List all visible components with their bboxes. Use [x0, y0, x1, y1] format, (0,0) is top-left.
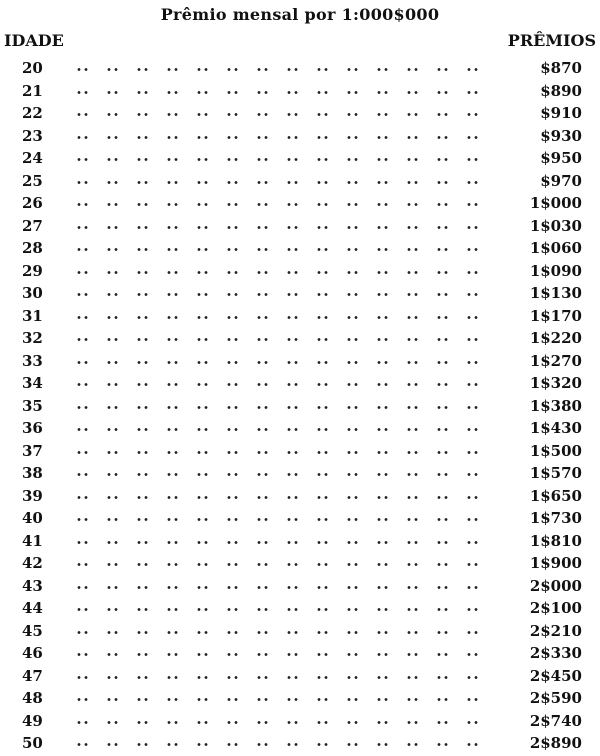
premio-cell: $870: [540, 59, 582, 77]
age-cell: 33: [22, 351, 43, 370]
table-row: [0, 170, 600, 193]
table-row: [0, 507, 600, 530]
dot-leader: [64, 450, 494, 455]
table-row: [0, 350, 600, 373]
table-row: [0, 530, 600, 553]
table-row: [0, 597, 600, 620]
table-row: [0, 305, 600, 328]
premio-cell: 1$500: [529, 441, 582, 460]
dot-leader: [64, 90, 494, 95]
table-row: [0, 192, 600, 215]
age-cell: 45: [22, 621, 43, 640]
dot-leader: [64, 157, 494, 162]
age-cell: 43: [22, 576, 43, 595]
table-row: [0, 552, 600, 575]
age-cell: 49: [22, 711, 43, 730]
age-cell: 26: [22, 194, 43, 212]
table-row: [0, 687, 600, 710]
age-cell: 29: [22, 261, 43, 280]
premio-cell: 1$810: [529, 531, 582, 550]
age-cell: 20: [22, 59, 43, 77]
dot-leader: [64, 382, 494, 387]
table-row: [0, 575, 600, 598]
premio-cell: 1$130: [529, 284, 582, 302]
dot-leader: [64, 202, 494, 207]
table-row: [0, 260, 600, 283]
page-title: Prêmio mensal por 1:000$000: [160, 5, 440, 24]
dot-leader: [64, 630, 494, 635]
dot-leader: [64, 135, 494, 140]
age-cell: 34: [22, 374, 43, 392]
dot-leader: [64, 697, 494, 702]
premio-cell: 1$000: [529, 194, 582, 212]
premio-cell: 1$090: [529, 261, 582, 280]
dot-leader: [64, 472, 494, 477]
table-row: [0, 417, 600, 440]
dot-leader: [64, 585, 494, 590]
table-row: [0, 80, 600, 103]
age-cell: 44: [22, 599, 43, 617]
dot-leader: [64, 337, 494, 342]
table-row: [0, 665, 600, 688]
premio-cell: 1$030: [529, 216, 582, 235]
table-row: [0, 462, 600, 485]
dot-leader: [64, 292, 494, 297]
age-cell: 22: [22, 104, 43, 122]
age-cell: 28: [22, 239, 43, 257]
premio-cell: 2$590: [529, 689, 582, 707]
premium-table: [0, 57, 600, 755]
dot-leader: [64, 517, 494, 522]
dot-leader: [64, 652, 494, 657]
premio-cell: 2$450: [529, 666, 582, 685]
premio-cell: 2$330: [529, 644, 582, 662]
age-cell: 39: [22, 486, 43, 505]
table-row: [0, 327, 600, 350]
age-cell: 41: [22, 531, 43, 550]
premio-cell: 1$380: [529, 396, 582, 415]
dot-leader: [64, 562, 494, 567]
premio-cell: $930: [540, 126, 582, 145]
dot-leader: [64, 180, 494, 185]
premio-cell: 2$740: [529, 711, 582, 730]
age-cell: 37: [22, 441, 43, 460]
age-cell: 24: [22, 149, 43, 167]
premio-cell: $910: [540, 104, 582, 122]
column-header-premios: PRÊMIOS: [507, 31, 596, 50]
dot-leader: [64, 225, 494, 230]
premio-cell: $890: [540, 81, 582, 100]
premio-cell: 2$890: [529, 734, 582, 752]
dot-leader: [64, 742, 494, 747]
table-row: [0, 237, 600, 260]
premio-cell: 1$220: [529, 329, 582, 347]
dot-leader: [64, 360, 494, 365]
premio-cell: 2$100: [529, 599, 582, 617]
table-row: [0, 710, 600, 733]
dot-leader: [64, 495, 494, 500]
premio-cell: 1$170: [529, 306, 582, 325]
premio-cell: $950: [540, 149, 582, 167]
table-row: [0, 732, 600, 755]
table-row: [0, 282, 600, 305]
age-cell: 21: [22, 81, 43, 100]
table-row: [0, 147, 600, 170]
premio-cell: 1$900: [529, 554, 582, 572]
dot-leader: [64, 270, 494, 275]
premio-cell: 2$000: [529, 576, 582, 595]
dot-leader: [64, 112, 494, 117]
table-row: [0, 102, 600, 125]
age-cell: 47: [22, 666, 43, 685]
dot-leader: [64, 67, 494, 72]
dot-leader: [64, 675, 494, 680]
premio-cell: 1$060: [529, 239, 582, 257]
table-row: [0, 372, 600, 395]
premio-cell: 2$210: [529, 621, 582, 640]
table-row: [0, 440, 600, 463]
age-cell: 36: [22, 419, 43, 437]
age-cell: 46: [22, 644, 43, 662]
table-row: [0, 485, 600, 508]
premio-cell: 1$650: [529, 486, 582, 505]
dot-leader: [64, 247, 494, 252]
age-cell: 27: [22, 216, 43, 235]
age-cell: 35: [22, 396, 43, 415]
premio-cell: 1$730: [529, 509, 582, 527]
age-cell: 23: [22, 126, 43, 145]
premio-cell: 1$270: [529, 351, 582, 370]
dot-leader: [64, 427, 494, 432]
dot-leader: [64, 405, 494, 410]
dot-leader: [64, 315, 494, 320]
age-cell: 38: [22, 464, 43, 482]
age-cell: 31: [22, 306, 43, 325]
premio-cell: 1$430: [529, 419, 582, 437]
premio-cell: 1$320: [529, 374, 582, 392]
table-row: [0, 57, 600, 80]
column-header-idade: IDADE: [4, 31, 64, 50]
table-row: [0, 395, 600, 418]
age-cell: 50: [22, 734, 43, 752]
age-cell: 42: [22, 554, 43, 572]
age-cell: 25: [22, 171, 43, 190]
premio-cell: $970: [540, 171, 582, 190]
table-row: [0, 215, 600, 238]
age-cell: 48: [22, 689, 43, 707]
table-row: [0, 620, 600, 643]
table-row: [0, 642, 600, 665]
age-cell: 32: [22, 329, 43, 347]
age-cell: 30: [22, 284, 43, 302]
table-row: [0, 125, 600, 148]
premio-cell: 1$570: [529, 464, 582, 482]
dot-leader: [64, 607, 494, 612]
age-cell: 40: [22, 509, 43, 527]
dot-leader: [64, 720, 494, 725]
dot-leader: [64, 540, 494, 545]
